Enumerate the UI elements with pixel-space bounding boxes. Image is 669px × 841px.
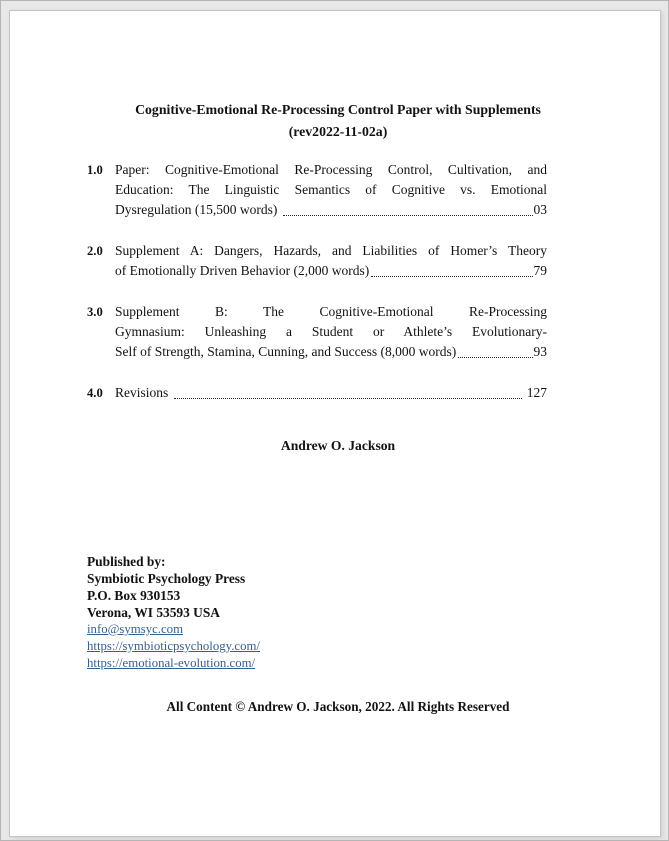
table-of-contents <box>87 160 547 403</box>
toc-entry-text <box>115 160 547 220</box>
toc-entry-text-line: of Emotionally Driven Behavior (2,000 words) <box>115 263 370 278</box>
toc-entry-last-line <box>115 200 547 220</box>
document-title <box>87 99 589 143</box>
toc-entry-text-line: Gymnasium: Unleashing a Student or Athlete’s Evolutionary- <box>115 324 547 339</box>
toc-entry-text-line: Supplement B: The Cognitive-Emotional Re-Processing <box>115 304 547 319</box>
dot-leader <box>174 383 523 399</box>
toc-entry-text-line: Self of Strength, Stamina, Cunning, and Success (8,000 words) <box>115 344 457 359</box>
toc-entry-page-number: 93 <box>533 344 547 359</box>
toc-entry <box>87 302 547 362</box>
publisher-hyperlink[interactable]: https://emotional-evolution.com/ <box>87 656 256 670</box>
publisher-name: Symbiotic Psychology Press <box>87 571 246 586</box>
toc-entry-page-number: 127 <box>523 385 547 400</box>
toc-entry <box>87 383 547 403</box>
toc-entry-text-line: Revisions <box>115 385 172 400</box>
publisher-links <box>87 621 589 672</box>
document-page <box>9 10 661 837</box>
publisher-heading: Published by: <box>87 554 166 569</box>
publisher-hyperlink[interactable]: https://symbioticpsychology.com/ <box>87 639 260 653</box>
toc-entry-number: 2.0 <box>87 244 103 258</box>
document-title-line1: Cognitive-Emotional Re-Processing Control Paper with Supplements <box>135 102 541 117</box>
publisher-block <box>87 553 589 672</box>
toc-entry-last-line <box>115 383 547 403</box>
toc-entry-text-line: Education: The Linguistic Semantics of Cognitive vs. Emotional <box>115 182 547 197</box>
publisher-address-line1: P.O. Box 930153 <box>87 588 181 603</box>
toc-entry-number: 4.0 <box>87 386 103 400</box>
publisher-address-line2: Verona, WI 53593 USA <box>87 605 220 620</box>
toc-entry-number: 1.0 <box>87 163 103 177</box>
toc-entry-last-line <box>115 342 547 362</box>
toc-entry-last-line <box>115 261 547 281</box>
toc-entry-text <box>115 241 547 281</box>
document-title-line2: (rev2022-11-02a) <box>288 124 388 139</box>
toc-entry-page-number: 79 <box>533 263 547 278</box>
copyright-line: All Content © Andrew O. Jackson, 2022. All Rights Reserved <box>166 699 510 714</box>
toc-entry <box>87 241 547 281</box>
toc-entry-text-line: Dysregulation (15,500 words) <box>115 202 281 217</box>
toc-entry-text-line: Paper: Cognitive-Emotional Re-Processing Control, Cultivation, and <box>115 162 547 177</box>
toc-entry-text-line: Supplement A: Dangers, Hazards, and Liabilities of Homer’s Theory <box>115 243 547 258</box>
toc-entry-number: 3.0 <box>87 305 103 319</box>
toc-entry-page-number: 03 <box>533 202 547 217</box>
toc-entry <box>87 160 547 220</box>
dot-leader <box>283 200 533 216</box>
toc-entry-text <box>115 383 547 403</box>
dot-leader <box>458 342 532 358</box>
dot-leader <box>371 261 532 277</box>
toc-entry-text <box>115 302 547 362</box>
author-name: Andrew O. Jackson <box>280 438 396 453</box>
publisher-hyperlink[interactable]: info@symsyc.com <box>87 622 184 636</box>
